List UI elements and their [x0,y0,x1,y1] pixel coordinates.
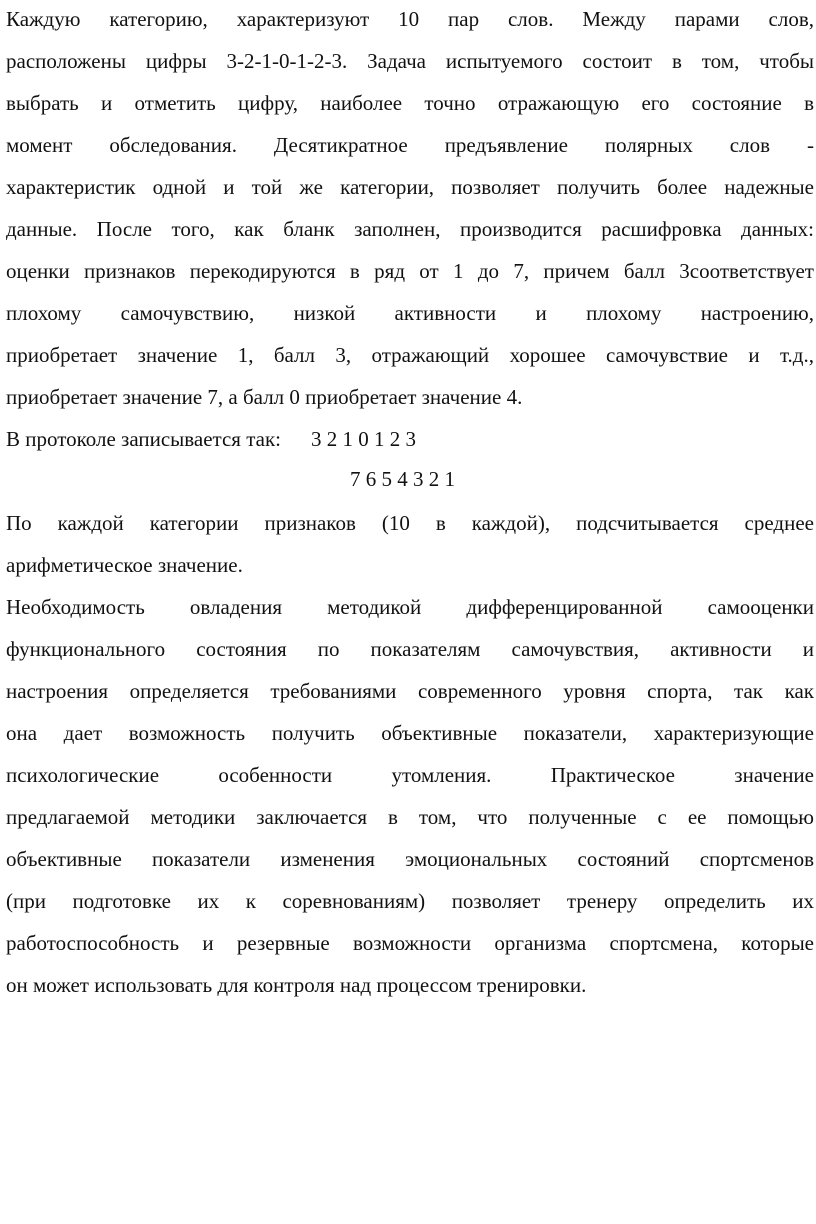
paragraph-1-line: приобретает значение 1, балл 3, отражающий хорошее самочувствие и т.д., [6,343,814,367]
paragraph-1-line: характеристик одной и той же категории, позволяет получить более надежные [6,175,814,199]
paragraph-1-line: расположены цифры 3-2-1-0-1-2-3. Задача испытуемого состоит в том, чтобы [6,49,814,73]
paragraph-3-line: функционального состояния по показателям самочувствия, активности и [6,637,814,661]
protocol-values: 7 6 5 4 3 2 1 [350,467,455,491]
paragraph-1-line: выбрать и отметить цифру, наиболее точно отражающую его состояние в [6,91,814,115]
paragraph-1-line: данные. После того, как бланк заполнен, производится расшифровка данных: [6,217,814,241]
paragraph-1-line: момент обследования. Десятикратное предъявление полярных слов - [6,133,814,157]
paragraph-2-line: По каждой категории признаков (10 в каждой), подсчитывается среднее [6,511,814,535]
paragraph-1-line: плохому самочувствию, низкой активности и плохому настроению, [6,301,814,325]
paragraph-1-line: Каждую категорию, характеризуют 10 пар слов. Между парами слов, [6,7,814,31]
protocol-label: В протоколе записывается так: [6,427,282,451]
paragraph-3-line: он может использовать для контроля над процессом тренировки. [6,973,587,997]
paragraph-3-line: Необходимость овладения методикой дифференцированной самооценки [6,595,814,619]
paragraph-3-line: объективные показатели изменения эмоциональных состояний спортсменов [6,847,814,871]
protocol-row [6,426,416,452]
paragraph-1-line: оценки признаков перекодируются в ряд от 1 до 7, причем балл 3соответствует [6,259,814,283]
protocol-scores: 3 2 1 0 1 2 3 [311,427,417,451]
paragraph-3-line: она дает возможность получить объективные показатели, характеризующие [6,721,814,745]
paragraph-3-line: психологические особенности утомления. Практическое значение [6,763,814,787]
paragraph-3-line: настроения определяется требованиями современного уровня спорта, так как [6,679,814,703]
paragraph-3-line: предлагаемой методики заключается в том, что полученные с ее помощью [6,805,814,829]
paragraph-3-line: работоспособность и резервные возможности организма спортсмена, которые [6,931,814,955]
paragraph-1-line: приобретает значение 7, а балл 0 приобретает значение 4. [6,385,523,409]
paragraph-2-line: арифметическое значение. [6,553,243,577]
paragraph-3-line: (при подготовке их к соревнованиям) позволяет тренеру определить их [6,889,814,913]
